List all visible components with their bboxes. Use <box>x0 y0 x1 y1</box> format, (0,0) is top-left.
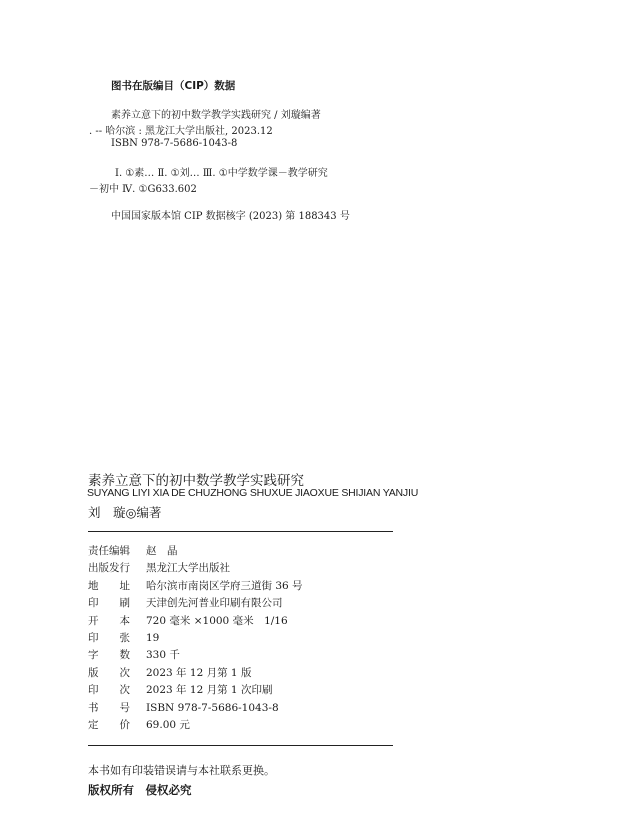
imprint-row-isbn <box>88 700 303 717</box>
book-author: 刘 璇◎编著 <box>88 505 162 520</box>
imprint-label: 责任编辑 <box>88 545 130 557</box>
cip-line-title: 素养立意下的初中数学教学实践研究 / 刘璇编著 <box>111 110 321 121</box>
imprint-value: 720 毫米 ×1000 毫米 1/16 <box>146 614 288 627</box>
cip-line-isbn: ISBN 978-7-5686-1043-8 <box>111 138 238 149</box>
imprint-value: 黑龙江大学出版社 <box>146 562 230 575</box>
imprint-value: ISBN 978-7-5686-1043-8 <box>146 701 279 714</box>
imprint-row-printing <box>88 682 303 699</box>
imprint-row-editor <box>88 543 303 560</box>
cip-line-classification: Ⅰ. ①素… Ⅱ. ①刘… Ⅲ. ①中学数学课－教学研究 <box>115 168 328 179</box>
imprint-row-publisher <box>88 560 303 577</box>
cip-heading: 图书在版编目（CIP）数据 <box>111 80 236 92</box>
imprint-label: 出版发行 <box>88 562 130 575</box>
imprint-value: 天津创先河普业印刷有限公司 <box>146 597 283 610</box>
imprint-label: 定 价 <box>88 718 130 731</box>
imprint-row-address <box>88 578 303 595</box>
imprint-table <box>88 543 303 734</box>
imprint-row-price <box>88 717 303 734</box>
imprint-value: 69.00 元 <box>146 718 190 731</box>
cip-line-record-number: 中国国家版本馆 CIP 数据核字 (2023) 第 188343 号 <box>111 211 350 222</box>
imprint-row-format <box>88 613 303 630</box>
imprint-label: 印 张 <box>88 631 130 644</box>
cip-line-classification-cont: －初中 Ⅳ. ①G633.602 <box>89 184 197 195</box>
imprint-label: 版 次 <box>88 666 130 679</box>
divider-top <box>88 531 393 532</box>
imprint-row-printer <box>88 595 303 612</box>
replacement-note: 本书如有印装错误请与本社联系更换。 <box>88 764 275 777</box>
book-title-pinyin: SUYANG LIYI XIA DE CHUZHONG SHUXUE JIAOXUE SHIJIAN YANJIU <box>87 487 419 499</box>
imprint-value: 2023 年 12 月第 1 版 <box>146 666 252 679</box>
imprint-value: 哈尔滨市南岗区学府三道街 36 号 <box>146 579 303 592</box>
imprint-label: 印 刷 <box>88 597 130 610</box>
imprint-row-word-count <box>88 647 303 664</box>
imprint-row-edition <box>88 665 303 682</box>
imprint-label: 书 号 <box>88 701 130 714</box>
imprint-label: 地 址 <box>88 579 130 592</box>
imprint-label: 字 数 <box>88 649 130 662</box>
imprint-label: 印 次 <box>88 684 130 697</box>
imprint-label: 开 本 <box>88 614 130 627</box>
divider-bottom <box>88 745 393 746</box>
copyright-notice: 版权所有 侵权必究 <box>88 783 192 797</box>
imprint-value: 330 千 <box>146 649 180 662</box>
book-title-chinese: 素养立意下的初中数学教学实践研究 <box>88 473 304 489</box>
imprint-row-sheets <box>88 630 303 647</box>
imprint-value: 赵 晶 <box>146 545 178 557</box>
cip-line-publisher: . -- 哈尔滨 : 黑龙江大学出版社, 2023.12 <box>89 126 273 137</box>
imprint-value: 2023 年 12 月第 1 次印刷 <box>146 684 273 697</box>
imprint-value: 19 <box>146 631 160 644</box>
